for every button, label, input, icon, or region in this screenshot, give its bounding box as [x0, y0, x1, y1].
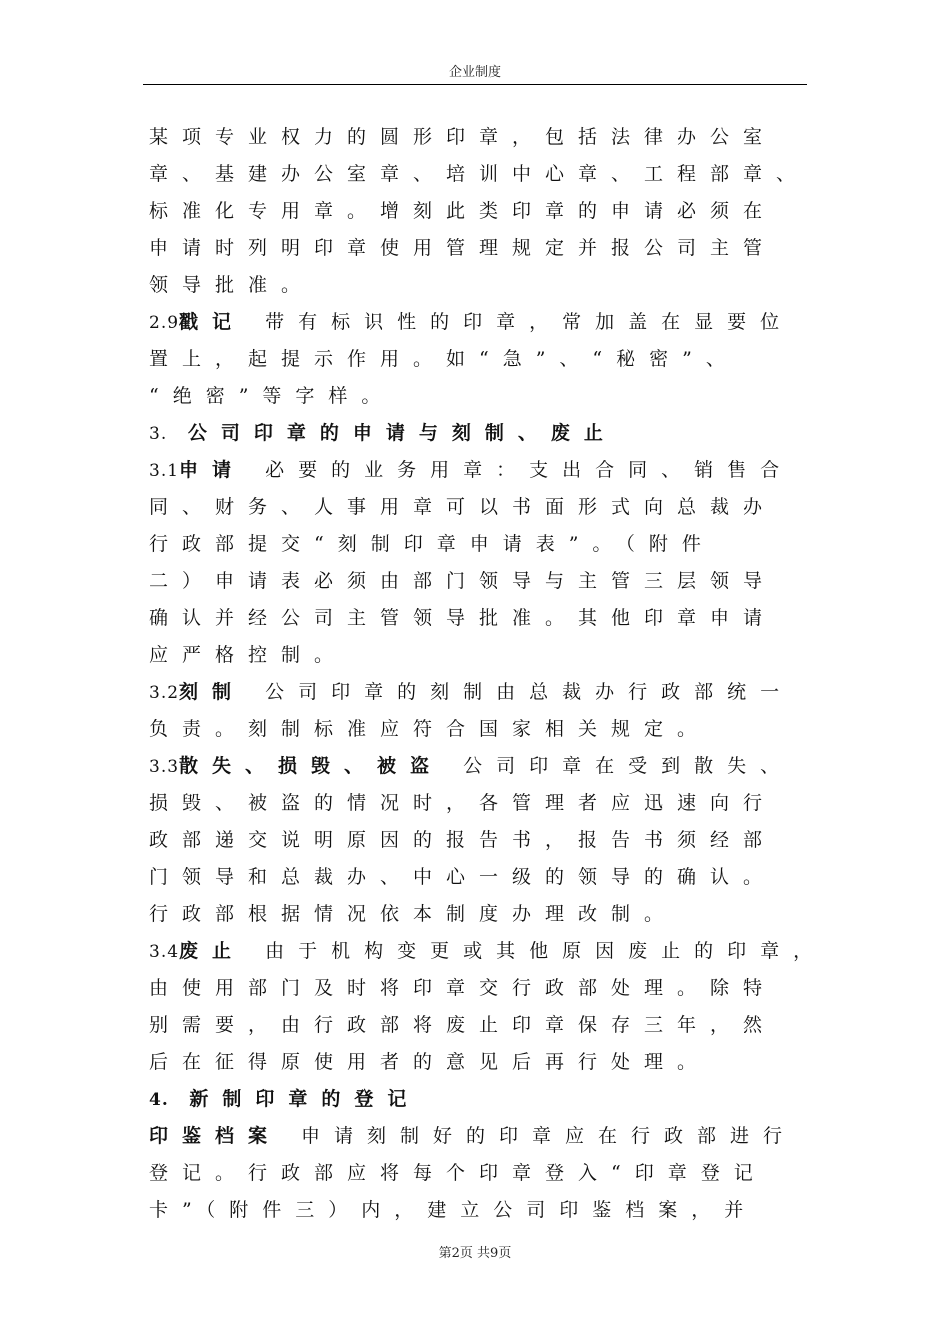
text-run: 公司印章在受到散失、: [443, 755, 794, 777]
bold-heading-run: 新制印章的登记: [168, 1088, 421, 1110]
text-run: 别需要，由行政部将废止印章保存三年，然: [149, 1014, 777, 1036]
text-run: 3.4: [149, 942, 180, 962]
text-line: [149, 822, 819, 859]
text-run: 行政部提交“刻制印章申请表”。（附件: [149, 533, 715, 555]
text-run: 损毁、被盗的情况时，各管理者应迅速向行: [149, 792, 777, 814]
text-run: 由使用部门及时将印章交行政部处理。除特: [149, 977, 777, 999]
text-line: [149, 489, 819, 526]
text-run: 3.: [149, 424, 168, 444]
text-line: [149, 341, 819, 378]
text-run: 置上，起提示作用。如“急”、“秘密”、: [149, 348, 739, 370]
text-line: [149, 415, 819, 452]
text-line: [149, 896, 819, 933]
text-line: [149, 711, 819, 748]
text-line: [149, 526, 819, 563]
text-run: 确认并经公司主管领导批准。其他印章申请: [149, 607, 777, 629]
text-run: 二）申请表必须由部门领导与主管三层领导: [149, 570, 777, 592]
text-line: [149, 267, 819, 304]
header-rule: [143, 84, 807, 85]
text-line: [149, 119, 819, 156]
page-footer: 第2页 共9页: [438, 1246, 512, 1261]
text-run: 应严格控制。: [149, 644, 348, 666]
text-run: 公司印章的刻制由总裁办行政部统一: [245, 681, 794, 703]
text-run: 申请时列明印章使用管理规定并报公司主管: [149, 237, 777, 259]
text-run: 必要的业务用章：支出合同、销售合: [245, 459, 794, 481]
text-line: [149, 1118, 819, 1155]
text-line: [149, 230, 819, 267]
text-line: [149, 563, 819, 600]
text-run: 登记。行政部应将每个印章登入“印章登记: [149, 1162, 767, 1184]
text-line: [149, 1007, 819, 1044]
bold-heading-run: 戳记: [179, 311, 246, 333]
text-run: 由于机构变更或其他原因废止的印章，: [245, 940, 827, 962]
text-run: 章、基建办公室章、培训中心章、工程部章、: [149, 163, 810, 185]
text-line: [149, 304, 819, 341]
text-run: 3.1: [149, 461, 180, 481]
bold-heading-run: 刻制: [179, 681, 246, 703]
text-line: [149, 637, 819, 674]
text-run: 标准化专用章。增刻此类印章的申请必须在: [149, 200, 777, 222]
text-run: 后在征得原使用者的意见后再行处理。: [149, 1051, 711, 1073]
text-line: [149, 933, 827, 970]
text-run: 同、财务、人事用章可以书面形式向总裁办: [149, 496, 777, 518]
text-run: 2.9: [149, 313, 180, 333]
bold-heading-run: 公司印章的申请与刻制、废止: [167, 422, 617, 444]
text-line: [149, 600, 819, 637]
document-body: [149, 119, 827, 1229]
text-run: 领导批准。: [149, 274, 315, 296]
text-line: [149, 1044, 819, 1081]
text-line: [149, 748, 819, 785]
text-run: 3.2: [149, 683, 180, 703]
text-line: [149, 452, 819, 489]
text-line: [149, 674, 819, 711]
text-line: [149, 859, 819, 896]
text-line: [149, 193, 819, 230]
text-line: [149, 1155, 819, 1192]
text-run: 负责。刻制标准应符合国家相关规定。: [149, 718, 711, 740]
text-run: “绝密”等字样。: [149, 385, 395, 407]
text-run: 行政部根据情况依本制度办理改制。: [149, 903, 678, 925]
text-run: 卡”（附件三）内，建立公司印鉴档案，并: [149, 1199, 758, 1221]
text-run: 带有标识性的印章，常加盖在显要位: [245, 311, 794, 333]
text-run: 3.3: [149, 757, 180, 777]
text-line: [149, 1081, 819, 1118]
text-line: [149, 1192, 819, 1229]
bold-heading-run: 申请: [179, 459, 246, 481]
bold-heading-run: 4.: [149, 1090, 169, 1110]
text-line: [149, 156, 819, 193]
text-run: 申请刻制好的印章应在行政部进行: [281, 1125, 797, 1147]
text-run: 门领导和总裁办、中心一级的领导的确认。: [149, 866, 777, 888]
text-run: 政部递交说明原因的报告书，报告书须经部: [149, 829, 777, 851]
text-line: [149, 785, 819, 822]
bold-heading-run: 散失、损毁、被盗: [179, 755, 444, 777]
page-header: 企业制度: [448, 65, 501, 80]
bold-heading-run: 废止: [179, 940, 246, 962]
text-line: [149, 378, 819, 415]
text-run: 某项专业权力的圆形印章，包括法律办公室: [149, 126, 777, 148]
text-line: [149, 970, 819, 1007]
bold-heading-run: 印鉴档案: [149, 1125, 282, 1147]
